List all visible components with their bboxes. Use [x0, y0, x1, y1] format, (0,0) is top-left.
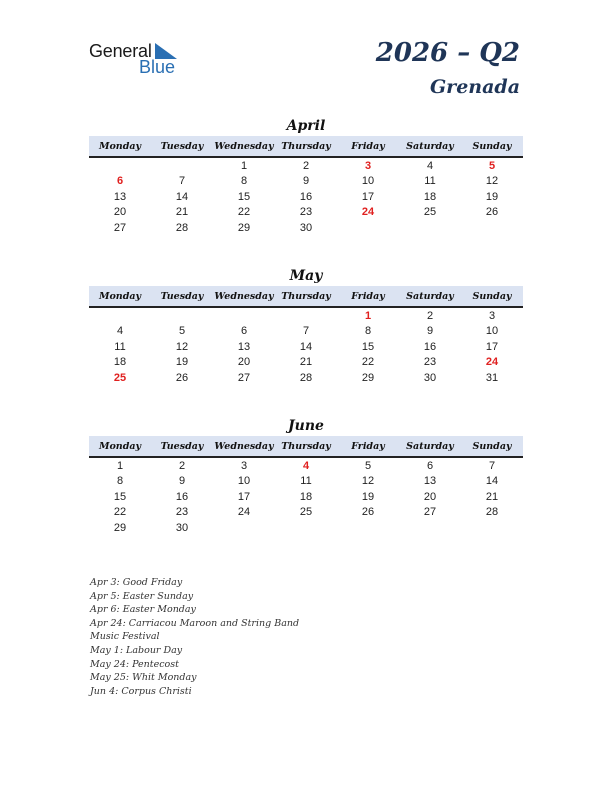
day-cell: 23 — [175, 506, 189, 519]
day-cell: 11 — [424, 175, 436, 188]
day-cell: 26 — [361, 506, 375, 519]
month-name: June — [288, 418, 324, 434]
weekday-label: Friday — [351, 140, 385, 152]
day-cell: 27 — [423, 506, 437, 519]
day-cell: 24 — [237, 506, 251, 519]
day-cell: 23 — [423, 356, 437, 369]
day-cell: 10 — [485, 325, 499, 338]
weekday-header — [89, 136, 523, 158]
day-cell: 1 — [116, 459, 124, 472]
day-cell: 5 — [178, 325, 186, 338]
weekday-label: Saturday — [406, 140, 454, 152]
week-row — [89, 370, 523, 386]
day-cell: 9 — [302, 175, 310, 188]
day-cell: 26 — [485, 206, 499, 219]
weekday-header — [89, 436, 523, 458]
day-cell: 15 — [237, 190, 251, 203]
day-cell: 17 — [361, 190, 375, 203]
day-cell: 20 — [113, 206, 127, 219]
day-cell: 8 — [116, 475, 124, 488]
day-cell: 16 — [299, 190, 313, 203]
month-calendar — [89, 116, 523, 236]
day-cell: 14 — [299, 340, 313, 353]
weekday-label: Sunday — [472, 140, 512, 152]
day-cell: 10 — [237, 475, 251, 488]
week-row — [89, 205, 523, 221]
weekday-label: Tuesday — [160, 290, 204, 302]
day-cell: 12 — [485, 175, 499, 188]
day-cell: 28 — [485, 506, 499, 519]
day-cell: 14 — [485, 475, 499, 488]
day-cell: 9 — [178, 475, 186, 488]
weekday-label: Monday — [98, 140, 142, 152]
day-cell: 12 — [175, 340, 189, 353]
day-cell: 22 — [361, 356, 375, 369]
day-cell: 20 — [237, 356, 251, 369]
day-cell: 21 — [299, 356, 313, 369]
weekday-label: Wednesday — [214, 290, 274, 302]
day-cell: 13 — [113, 190, 127, 203]
day-cell: 6 — [240, 325, 248, 338]
day-cell: 8 — [364, 325, 372, 338]
day-cell: 29 — [237, 221, 251, 234]
week-row — [89, 339, 523, 355]
week-row — [89, 520, 523, 536]
day-cell: 7 — [302, 325, 310, 338]
day-cell: 2 — [426, 309, 434, 322]
weekday-label: Tuesday — [160, 140, 204, 152]
day-cell: 29 — [113, 521, 127, 534]
holiday-item: May 24: Pentecost — [90, 658, 179, 670]
day-cell: 11 — [114, 340, 126, 353]
day-cell: 2 — [178, 459, 186, 472]
day-cell: 2 — [302, 159, 310, 172]
weekday-label: Tuesday — [160, 440, 204, 452]
day-cell: 30 — [423, 371, 437, 384]
day-cell: 19 — [485, 190, 499, 203]
day-cell: 3 — [488, 309, 496, 322]
week-row — [89, 174, 523, 190]
month-calendar — [89, 416, 523, 536]
holiday-item: May 1: Labour Day — [90, 644, 183, 656]
day-cell: 5 — [488, 159, 496, 172]
day-cell: 21 — [175, 206, 189, 219]
day-cell: 11 — [300, 475, 312, 488]
page-title: 2026 – Q2 — [375, 38, 520, 68]
day-cell: 20 — [423, 490, 437, 503]
weekday-label: Thursday — [281, 440, 331, 452]
week-row — [89, 189, 523, 205]
day-cell: 22 — [113, 506, 127, 519]
day-cell: 27 — [113, 221, 127, 234]
holiday-item: Apr 3: Good Friday — [90, 577, 183, 588]
day-cell: 16 — [175, 490, 189, 503]
day-cell: 30 — [175, 521, 189, 534]
day-cell: 15 — [113, 490, 127, 503]
holiday-item: Apr 5: Easter Sunday — [90, 590, 194, 602]
week-row — [89, 458, 523, 474]
day-cell: 21 — [485, 490, 499, 503]
week-row — [89, 308, 523, 324]
week-row — [89, 489, 523, 505]
week-row — [89, 474, 523, 490]
week-row — [89, 505, 523, 521]
country-name: Grenada — [429, 76, 520, 98]
day-cell: 4 — [116, 325, 124, 338]
day-cell: 28 — [299, 371, 313, 384]
day-cell: 1 — [364, 309, 372, 322]
month-name: May — [289, 268, 323, 284]
day-cell: 22 — [237, 206, 251, 219]
day-cell: 10 — [361, 175, 375, 188]
weekday-label: Wednesday — [214, 440, 274, 452]
day-cell: 30 — [299, 221, 313, 234]
day-cell: 7 — [488, 459, 496, 472]
weekday-label: Friday — [351, 290, 385, 302]
weekday-label: Saturday — [406, 440, 454, 452]
weekday-label: Sunday — [472, 440, 512, 452]
holiday-item: Apr 24: Carriacou Maroon and String Band Music Festival — [90, 617, 300, 643]
logo-general: General — [89, 41, 152, 61]
day-cell: 13 — [237, 340, 251, 353]
logo — [89, 41, 189, 75]
holiday-item: Apr 6: Easter Monday — [90, 604, 196, 616]
week-row — [89, 158, 523, 174]
weekday-header — [89, 286, 523, 308]
day-cell: 16 — [423, 340, 437, 353]
day-cell: 17 — [237, 490, 251, 503]
day-cell: 24 — [361, 206, 375, 219]
day-cell: 29 — [361, 371, 375, 384]
day-cell: 18 — [299, 490, 313, 503]
day-cell: 23 — [299, 206, 313, 219]
weekday-label: Monday — [98, 440, 142, 452]
day-cell: 14 — [175, 190, 189, 203]
weekday-label: Wednesday — [214, 140, 274, 152]
day-cell: 3 — [364, 159, 372, 172]
day-cell: 25 — [423, 206, 437, 219]
day-cell: 4 — [426, 159, 434, 172]
day-cell: 4 — [302, 459, 310, 472]
day-cell: 18 — [113, 356, 127, 369]
day-cell: 8 — [240, 175, 248, 188]
holiday-item: May 25: Whit Monday — [90, 672, 197, 684]
month-name: April — [286, 118, 326, 134]
day-cell: 26 — [175, 371, 189, 384]
week-row — [89, 355, 523, 371]
logo-blue: Blue — [139, 57, 176, 77]
day-cell: 31 — [485, 371, 499, 384]
day-cell: 19 — [361, 490, 375, 503]
day-cell: 17 — [485, 340, 499, 353]
day-cell: 27 — [237, 371, 251, 384]
week-row — [89, 324, 523, 340]
weekday-label: Thursday — [281, 140, 331, 152]
day-cell: 5 — [364, 459, 372, 472]
day-cell: 25 — [299, 506, 313, 519]
weekday-label: Friday — [351, 440, 385, 452]
day-cell: 6 — [426, 459, 434, 472]
weekday-label: Monday — [98, 290, 142, 302]
day-cell: 13 — [423, 475, 437, 488]
day-cell: 1 — [240, 159, 248, 172]
day-cell: 3 — [240, 459, 248, 472]
day-cell: 9 — [426, 325, 434, 338]
week-row — [89, 220, 523, 236]
day-cell: 15 — [361, 340, 375, 353]
day-cell: 12 — [361, 475, 375, 488]
holiday-item: Jun 4: Corpus Christi — [90, 685, 192, 697]
day-cell: 28 — [175, 221, 189, 234]
weekday-label: Thursday — [281, 290, 331, 302]
weekday-label: Sunday — [472, 290, 512, 302]
month-calendar — [89, 266, 523, 386]
day-cell: 7 — [178, 175, 186, 188]
day-cell: 18 — [423, 190, 437, 203]
day-cell: 19 — [175, 356, 189, 369]
day-cell: 24 — [485, 356, 499, 369]
holiday-list — [90, 576, 330, 698]
day-cell: 6 — [116, 175, 124, 188]
weekday-label: Saturday — [406, 290, 454, 302]
day-cell: 25 — [113, 371, 127, 384]
